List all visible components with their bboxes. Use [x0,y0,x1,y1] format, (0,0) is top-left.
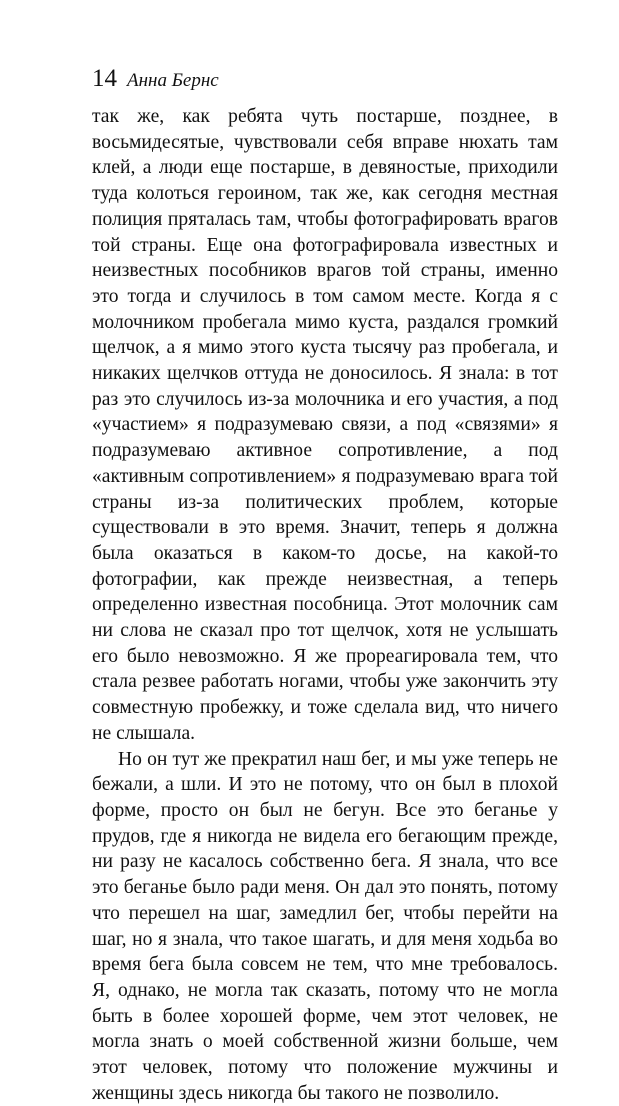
paragraph-2: Но он тут же прекратил наш бег, и мы уже теперь не бежали, а шли. И это не потому, что он был в плохой форме, просто он был не бегун. Все это беганье у прудов, где я никогда не видела его бегающим прежде, ни разу не касалось собственно бега. Я знала, что все это беганье было ради меня. Он дал это понять, потому что перешел на шаг, замедлил бег, чтобы перейти на шаг, но я знала, что такое шагать, и для меня ходьба во время бега была совсем не тем, что мне требовалось. Я, однако, не могла так сказать, потому что не могла быть в более хорошей форме, чем этот человек, не могла знать о моей собственной жизни больше, чем этот человек, потому что положение мужчины и женщины здесь никогда бы такого не позволило. [92,748,558,1104]
running-head [92,64,219,96]
paragraph-1: так же, как ребята чуть постарше, позднее, в восьмидесятые, чувствовали себя вправе нюхать там клей, а люди еще постарше, в девяностые, приходили туда колоться героином, так же, как сегодня местная полиция пряталась там, чтобы фотографировать врагов той страны. Еще она фотографировала известных и неизвестных пособников врагов той страны, именно это тогда и случилось в том самом месте. Когда я с молочником пробегала мимо куста, раздался громкий щелчок, а я мимо этого куста тысячу раз пробегала, и никаких щелчков оттуда не доносилось. Я знала: в тот раз это случилось из-за молочника и его участия, а под «участием» я подразумеваю связи, а под «связями» я подразумеваю активное сопротивление, а под «активным сопротивлением» я подразумеваю врага той страны из-за политических проблем, которые существовали в это время. Значит, теперь я должна была оказаться в каком-то досье, на какой-то фотографии, как прежде неизвестная, а теперь определенно известная пособница. Этот молочник сам ни слова не сказал про тот щелчок, хотя не услышать его было невозможно. Я же прореагировала тем, что стала резвее работать ногами, чтобы уже закончить эту совместную пробежку, и тоже сделала вид, что ничего не слышала. [92,106,558,744]
page-number: 14 [92,65,117,92]
author-name: Анна Бернс [127,70,219,91]
body-text [92,104,558,1106]
